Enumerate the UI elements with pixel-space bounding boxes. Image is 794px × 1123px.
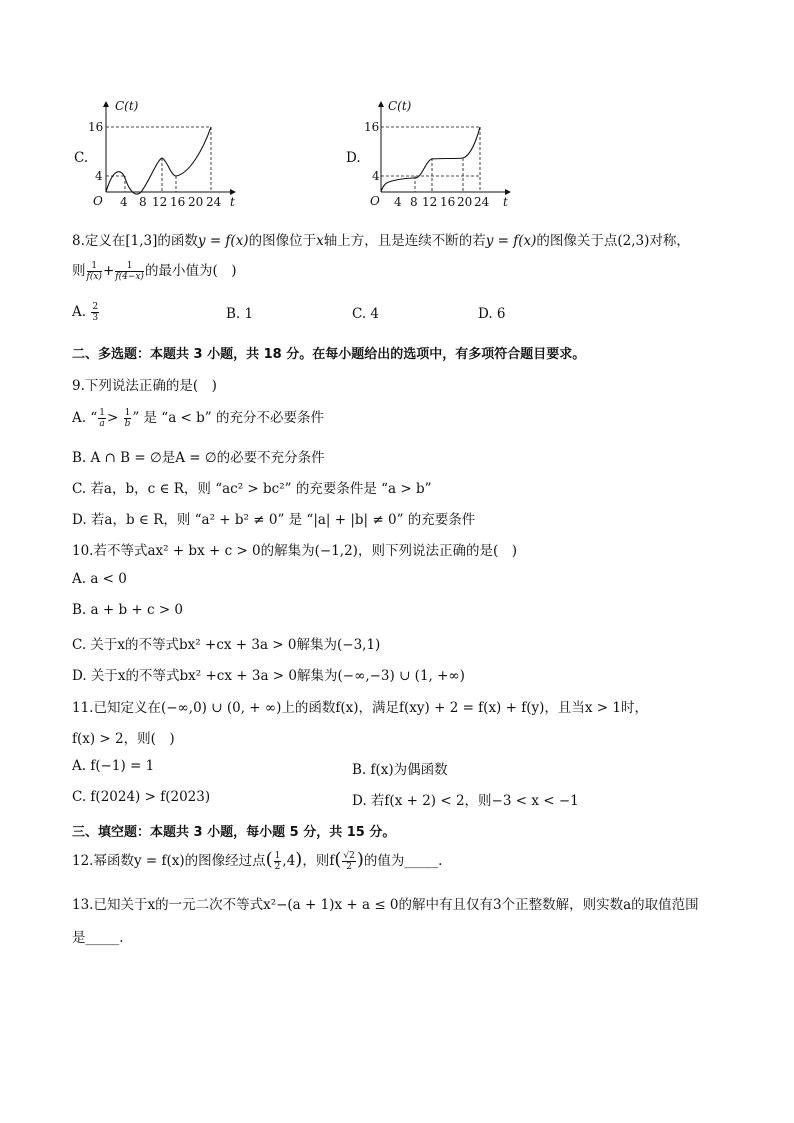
graph-c-ylabel: C(t) <box>115 99 139 113</box>
q9-option-c: C. 若a，b，c ∈ R，则 “ac² > bc²” 的充要条件是 “a > b” <box>72 481 432 497</box>
q9-stem: 9.下列说法正确的是( ) <box>72 378 217 394</box>
graph-c-xtick: 16 <box>170 195 186 209</box>
q8-option-b: B. 1 <box>226 306 254 322</box>
q8-line1: 8.定义在[1,3]的函数y = f(x)的图像位于x轴上方，且是连续不断的若y = f(x)的图像关于点(2,3)对称， <box>72 233 690 249</box>
section-2-heading: 二、多选题：本题共 3 小题，共 18 分。在每小题给出的选项中，有多项符合题目要求。 <box>72 347 586 362</box>
q10-option-a: A. a < 0 <box>72 571 127 587</box>
q13-line-1: 13.已知关于x的一元二次不等式x²−(a + 1)x + a ≤ 0的解中有且仅有3个正整数解，则实数a的取值范围 <box>72 897 699 913</box>
graph-d-xtick: 16 <box>440 195 456 209</box>
q12: 12.幂函数y = f(x)的图像经过点( $\frac{1}{2}$ ,4)，则f( $\frac{√2}{2}$ )的值为_____. <box>72 849 443 872</box>
q9-option-d: D. 若a，b ∈ R，则 “a² + b² ≠ 0” 是 “|a| + |b| ≠ 0” 的充要条件 <box>72 512 476 528</box>
graph-d-xtick: 24 <box>474 195 490 209</box>
graph-c-xtick: 24 <box>206 195 222 209</box>
q9-option-a: A. “ $\frac{1}{a}$ > $\frac{1}{b}$ ” 是 “a < b” 的充分不必要条件 <box>72 408 324 429</box>
graph-c-xtick: 8 <box>139 195 147 209</box>
q10-option-d: D. 关于x的不等式bx² +cx + 3a > 0解集为(−∞,−3) ∪ (1, +∞) <box>72 668 465 684</box>
graph-d-xtick: 20 <box>457 195 473 209</box>
graph-d-origin: O <box>370 194 380 208</box>
graph-c-xtick: 4 <box>120 195 128 209</box>
graph-c-xlabel: t <box>230 195 235 209</box>
q10-stem: 10.若不等式ax² + bx + c > 0的解集为(−1,2)，则下列说法正确的是( ) <box>72 543 517 559</box>
q11-option-b: B. f(x)为偶函数 <box>352 762 448 778</box>
q11-stem-2: f(x) > 2，则( ) <box>72 731 175 747</box>
graph-d-ylabel: C(t) <box>388 99 412 113</box>
q13-line-2: 是_____. <box>72 930 124 946</box>
q8-option-a: A. $\frac{2}{3}$ <box>72 302 99 323</box>
q11-option-d: D. 若f(x + 2) < 2，则−3 < x < −1 <box>352 793 579 809</box>
q10-option-b: B. a + b + c > 0 <box>72 602 184 618</box>
graph-d-xlabel: t <box>503 195 508 209</box>
q8-option-d: D. 6 <box>478 306 506 322</box>
section-3-heading: 三、填空题：本题共 3 小题，每小题 5 分，共 15 分。 <box>72 825 396 840</box>
graph-d-ytick-4: 4 <box>372 169 380 183</box>
q8-line2: 则 $\frac{1}{f(x)}$ + $\frac{1}{f(4-x)}$ 的最小值为( ) <box>72 261 237 282</box>
graph-c-origin: O <box>93 194 103 208</box>
q11-option-c: C. f(2024) > f(2023) <box>72 789 211 805</box>
graph-d-xtick: 8 <box>410 195 418 209</box>
graph-c-ytick-16: 16 <box>88 120 104 134</box>
q11-option-a: A. f(−1) = 1 <box>72 758 155 774</box>
q11-stem-1: 11.已知定义在(−∞,0) ∪ (0, + ∞)上的函数f(x)，满足f(xy) + 2 = f(x) + f(y)，且当x > 1时， <box>72 700 648 716</box>
graph-c-ytick-4: 4 <box>95 169 103 183</box>
graph-d-xtick: 4 <box>394 195 402 209</box>
q10-option-c: C. 关于x的不等式bx² +cx + 3a > 0解集为(−3,1) <box>72 637 381 653</box>
graph-c-label: C. <box>74 150 89 166</box>
curve-d <box>381 127 480 192</box>
q8-option-c: C. 4 <box>352 306 380 322</box>
graph-d-ytick-16: 16 <box>364 120 380 134</box>
graph-d-label: D. <box>346 150 361 166</box>
graph-c-xtick: 20 <box>188 195 204 209</box>
graph-c <box>85 98 245 210</box>
graph-d-xtick: 12 <box>422 195 438 209</box>
curve-c <box>106 127 211 194</box>
q9-option-b: B. A ∩ B = ∅是A = ∅的必要不充分条件 <box>72 450 325 466</box>
graph-d <box>360 98 520 210</box>
graph-c-xtick: 12 <box>152 195 168 209</box>
